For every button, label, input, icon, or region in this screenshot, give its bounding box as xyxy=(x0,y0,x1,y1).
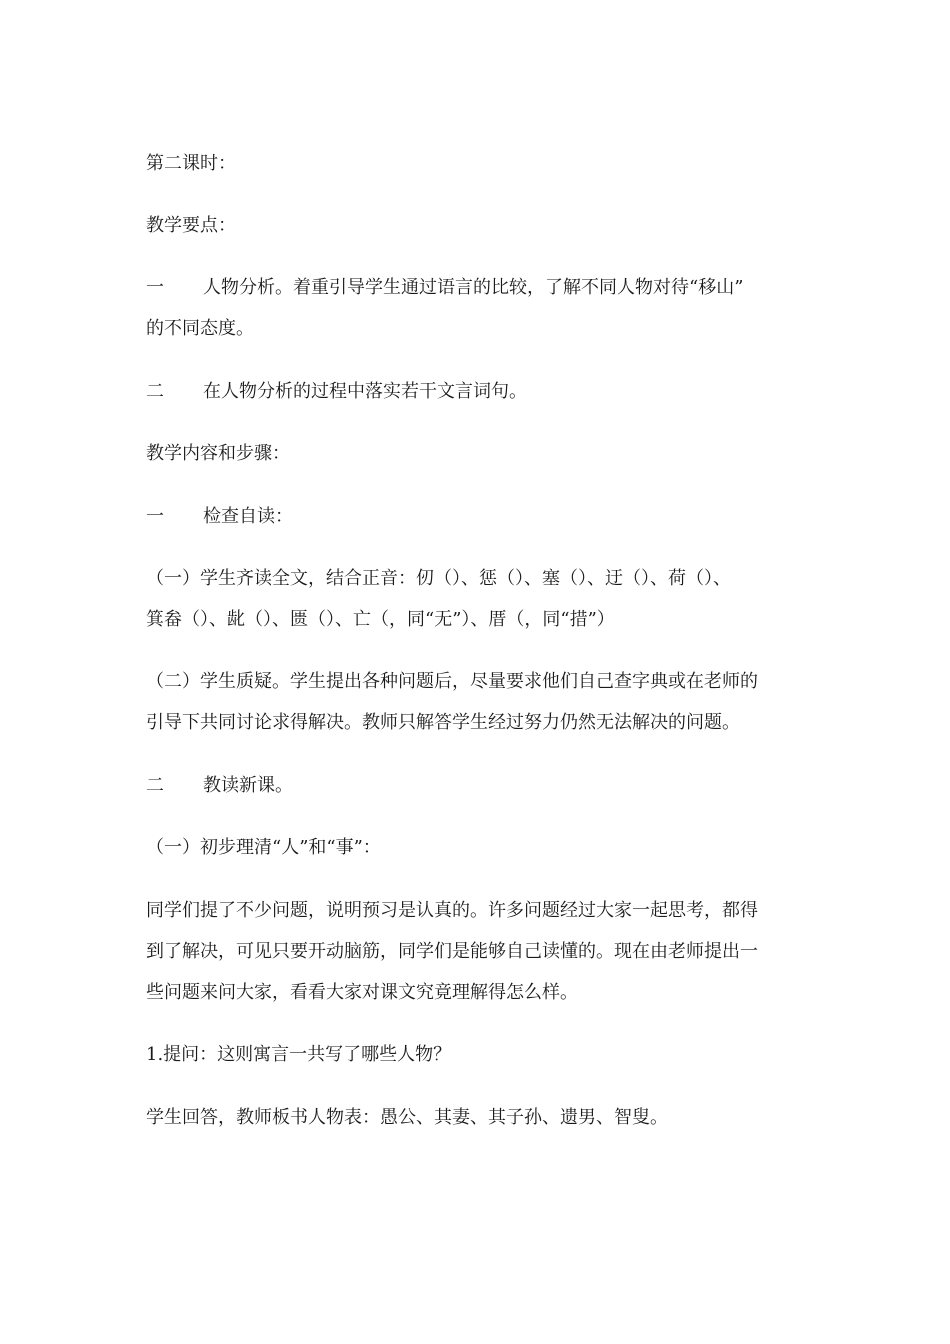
key-points-heading: 教学要点： xyxy=(146,215,236,236)
content-heading: 教学内容和步骤： xyxy=(146,443,290,464)
step-1-sub-2-line-2: 引导下共同讨论求得解决。教师只解答学生经过努力仍然无法解决的问题。 xyxy=(146,712,740,733)
paragraph-line-3: 些问题来问大家，看看大家对课文究竟理解得怎么样。 xyxy=(146,982,578,1003)
step-2-text: 教读新课。 xyxy=(203,775,293,796)
key-point-2-text: 在人物分析的过程中落实若干文言词句。 xyxy=(203,381,527,402)
step-1-sub-2-line-1: （二）学生质疑。学生提出各种问题后，尽量要求他们自己查字典或在老师的 xyxy=(146,671,758,692)
key-point-1-continuation: 的不同态度。 xyxy=(146,318,254,339)
key-point-2-number: 二 xyxy=(146,381,164,402)
key-point-1-text: 人物分析。着重引导学生通过语言的比较，了解不同人物对待“移山” xyxy=(203,277,744,298)
paragraph-line-2: 到了解决，可见只要开动脑筋，同学们是能够自己读懂的。现在由老师提出一 xyxy=(146,941,758,962)
key-point-1-number: 一 xyxy=(146,277,164,298)
step-1-sub-1-line-1: （一）学生齐读全文，结合正音：仞（）、惩（）、塞（）、迂（）、荷（）、 xyxy=(146,568,731,589)
step-1-number: 一 xyxy=(146,506,164,527)
step-1-text: 检查自读： xyxy=(203,506,293,527)
question-1: 1.提问：这则寓言一共写了哪些人物？ xyxy=(146,1044,452,1065)
step-1 xyxy=(146,505,816,529)
paragraph-line-1: 同学们提了不少问题，说明预习是认真的。许多问题经过大家一起思考，都得 xyxy=(146,900,758,921)
step-2-number: 二 xyxy=(146,775,164,796)
step-1-sub-1-line-2: 箕畚（）、龀（）、匮（）、亡（，同“无”）、厝（，同“措”） xyxy=(146,609,615,630)
key-point-2 xyxy=(146,380,816,404)
key-point-1 xyxy=(146,276,816,300)
lesson-title: 第二课时： xyxy=(146,153,236,174)
answer-1: 学生回答，教师板书人物表：愚公、其妻、其子孙、遗男、智叟。 xyxy=(146,1107,668,1128)
step-2 xyxy=(146,774,816,798)
step-2-sub-1: （一）初步理清“人”和“事”： xyxy=(146,837,381,858)
